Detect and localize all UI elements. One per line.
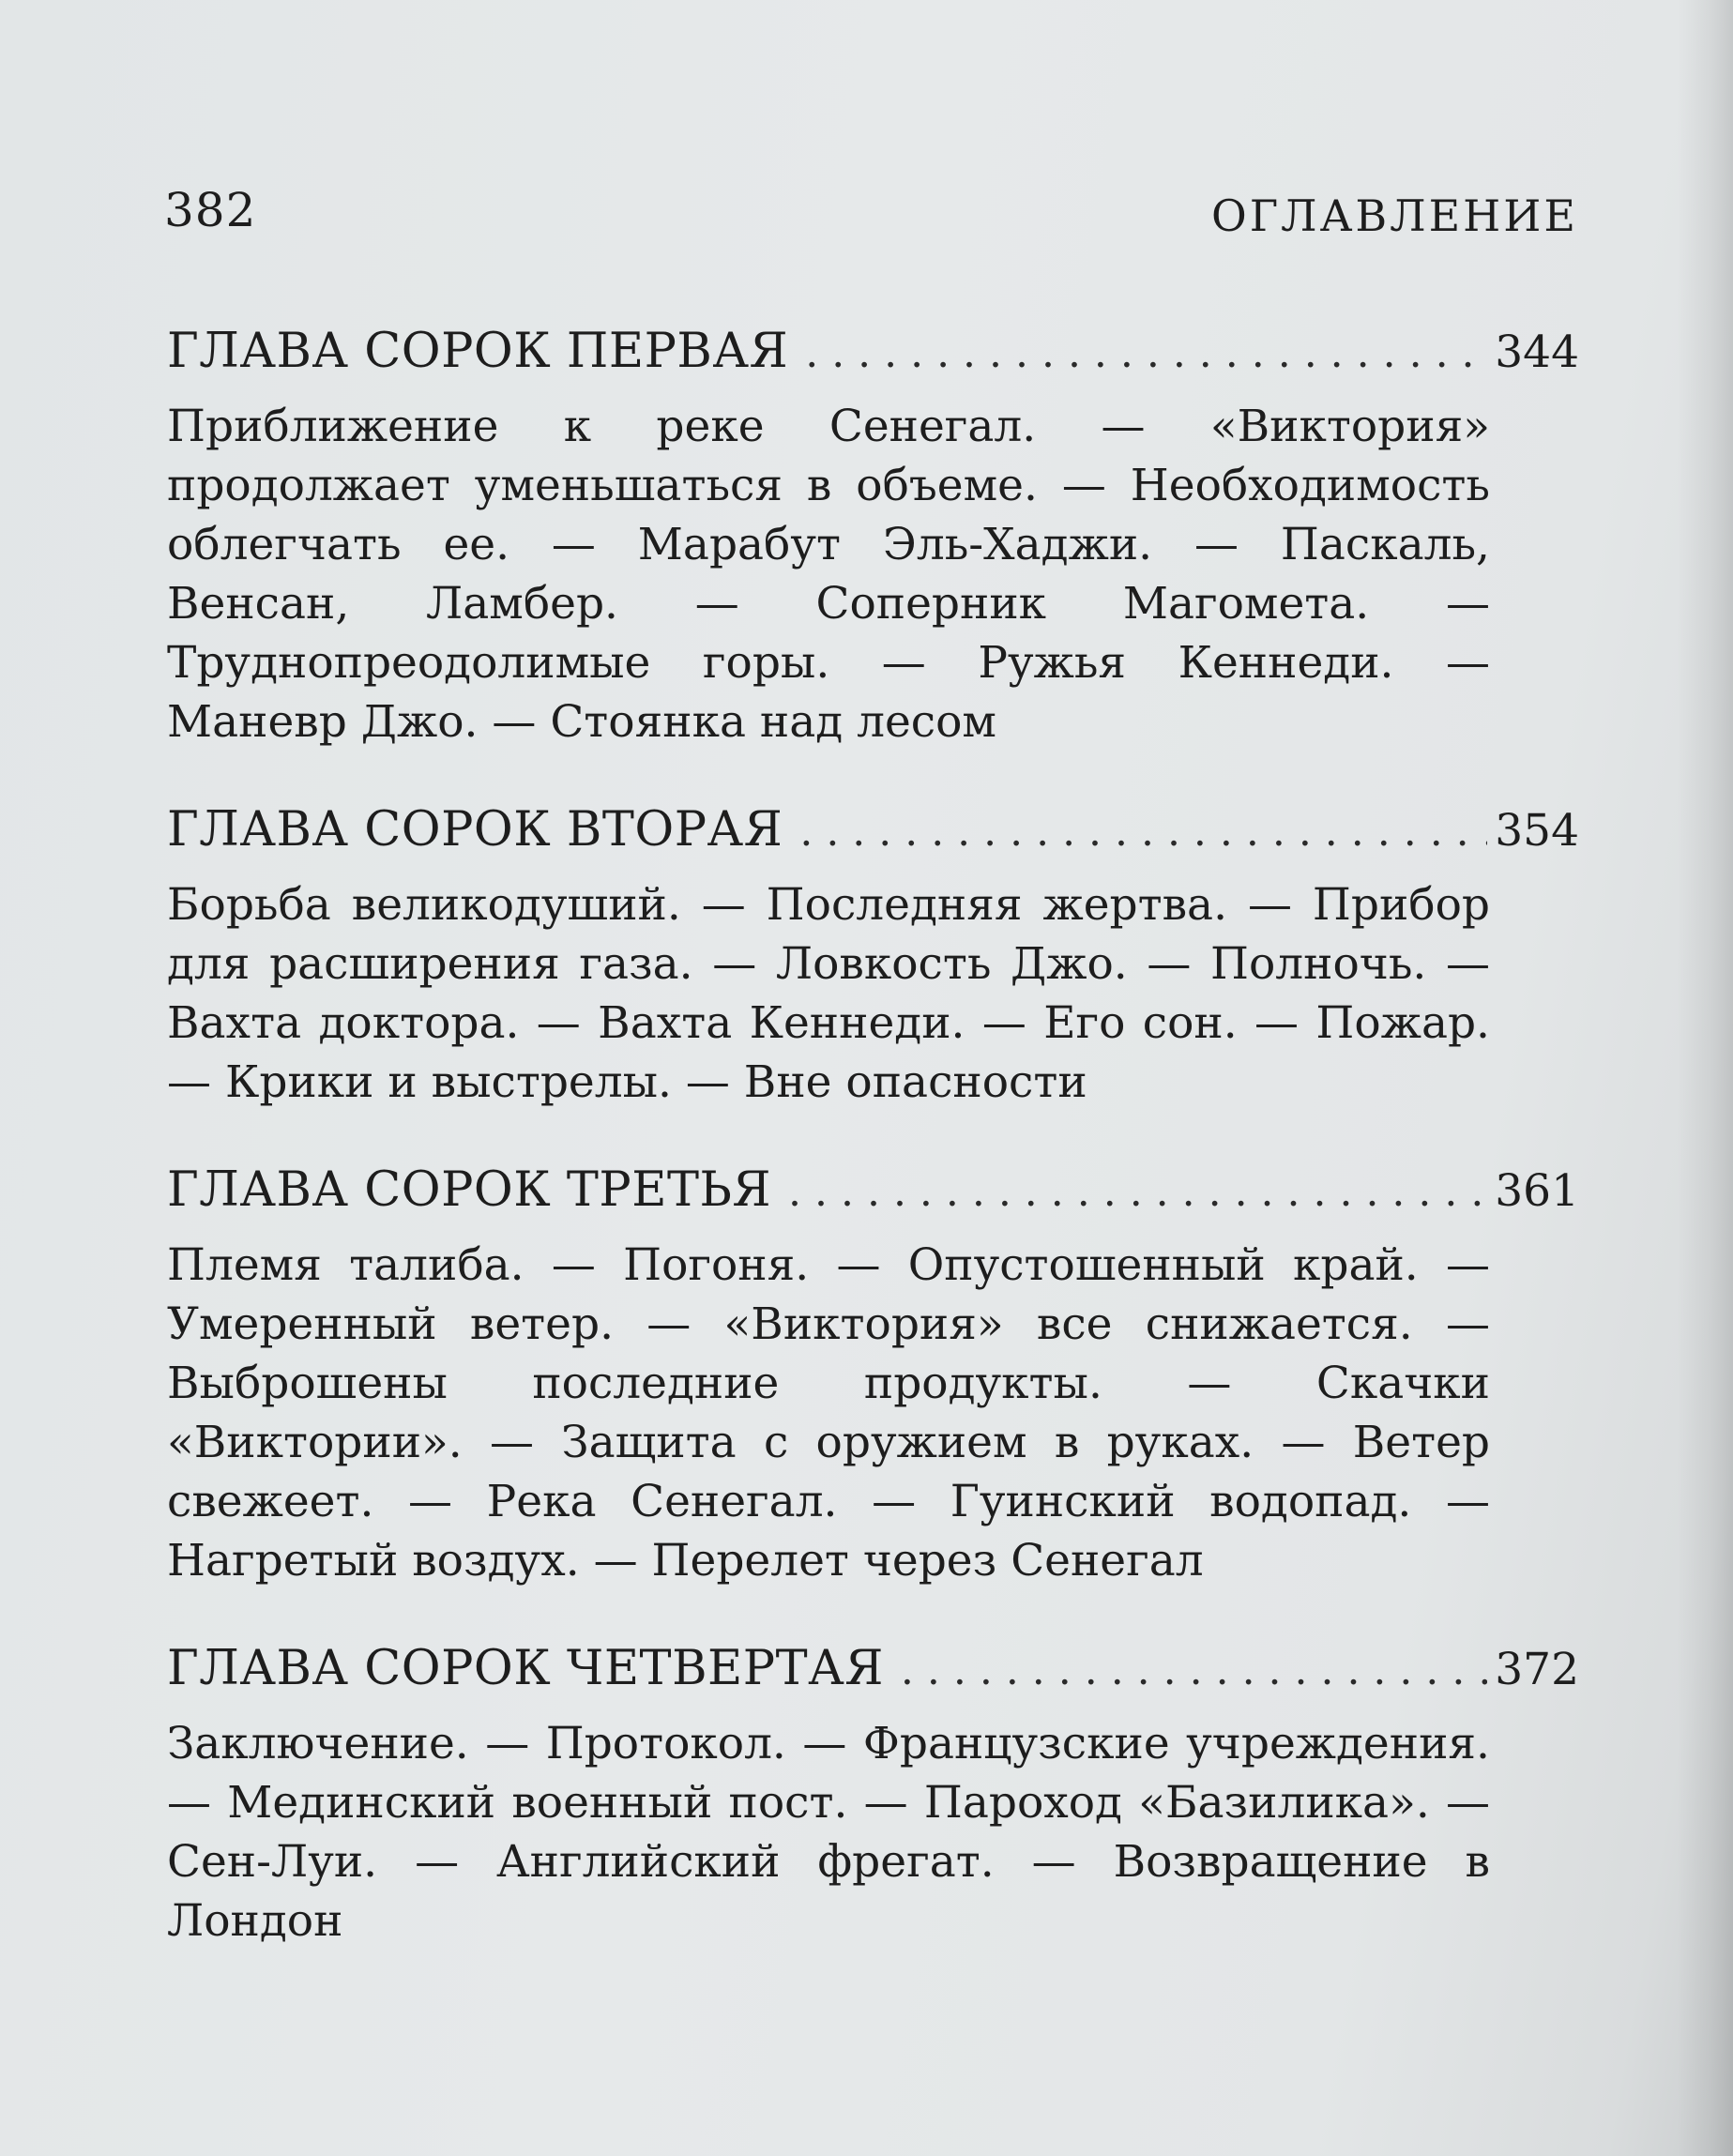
dot-leader	[805, 329, 1487, 377]
chapter-page-number: 354	[1495, 805, 1579, 857]
dot-leader	[788, 1168, 1487, 1216]
toc-entry-chapter-42	[167, 802, 1579, 1112]
toc-entry-chapter-44	[167, 1641, 1579, 1951]
chapter-summary: Приближение к реке Сенегал. — «Виктория» продолжает уменьшаться в объеме. — Необходимость облегчать ее. — Марабут Эль-Хаджи. — Паскаль, Венсан, Ламбер. — Соперник Магомета. — Труднопреодолимые горы. — Ружья Кеннеди. — Маневр Джо. — Стоянка над лесом	[167, 401, 1490, 748]
chapter-summary: Борьба великодуший. — Последняя жертва. — Прибор для расширения газа. — Ловкость Джо. — Полночь. — Вахта доктора. — Вахта Кеннеди. — Его сон. — Пожар. — Крики и выстрелы. — Вне опасности	[167, 879, 1490, 1108]
toc-entry-head	[167, 324, 1579, 397]
chapter-summary: Племя талиба. — Погоня. — Опустошенный край. — Умеренный ветер. — «Виктория» все снижается. — Выброшены последние продукты. — Скачки «Виктории». — Защита с оружием в руках. — Ветер свежеет. — Река Сенегал. — Гуинский водопад. — Нагретый воздух. — Перелет через Сенегал	[167, 1239, 1490, 1587]
table-of-contents	[167, 324, 1579, 2001]
running-title: ОГЛАВЛЕНИЕ	[1211, 190, 1578, 241]
chapter-title: ГЛАВА СОРОК ВТОРАЯ	[167, 802, 783, 858]
chapter-title: ГЛАВА СОРОК ПЕРВАЯ	[167, 324, 789, 379]
chapter-page-number: 344	[1495, 326, 1579, 378]
chapter-page-number: 372	[1495, 1644, 1579, 1695]
toc-entry-head	[167, 802, 1579, 875]
toc-entry-chapter-43	[167, 1162, 1579, 1590]
chapter-title: ГЛАВА СОРОК ЧЕТВЕРТАЯ	[167, 1641, 884, 1696]
running-head	[164, 183, 1578, 249]
toc-entry-head	[167, 1162, 1579, 1236]
dot-leader	[799, 808, 1487, 856]
chapter-page-number: 361	[1495, 1165, 1579, 1217]
page-number: 382	[164, 183, 257, 237]
page-edge-shadow	[1677, 0, 1733, 2156]
chapter-title: ГЛАВА СОРОК ТРЕТЬЯ	[167, 1162, 772, 1218]
toc-entry-head	[167, 1641, 1579, 1714]
chapter-summary: Заключение. — Протокол. — Французские учреждения. — Мединский военный пост. — Пароход «Базилика». — Сен-Луи. — Английский фрегат. — Возвращение в Лондон	[167, 1718, 1490, 1947]
dot-leader	[901, 1647, 1487, 1694]
toc-entry-chapter-41	[167, 324, 1579, 752]
